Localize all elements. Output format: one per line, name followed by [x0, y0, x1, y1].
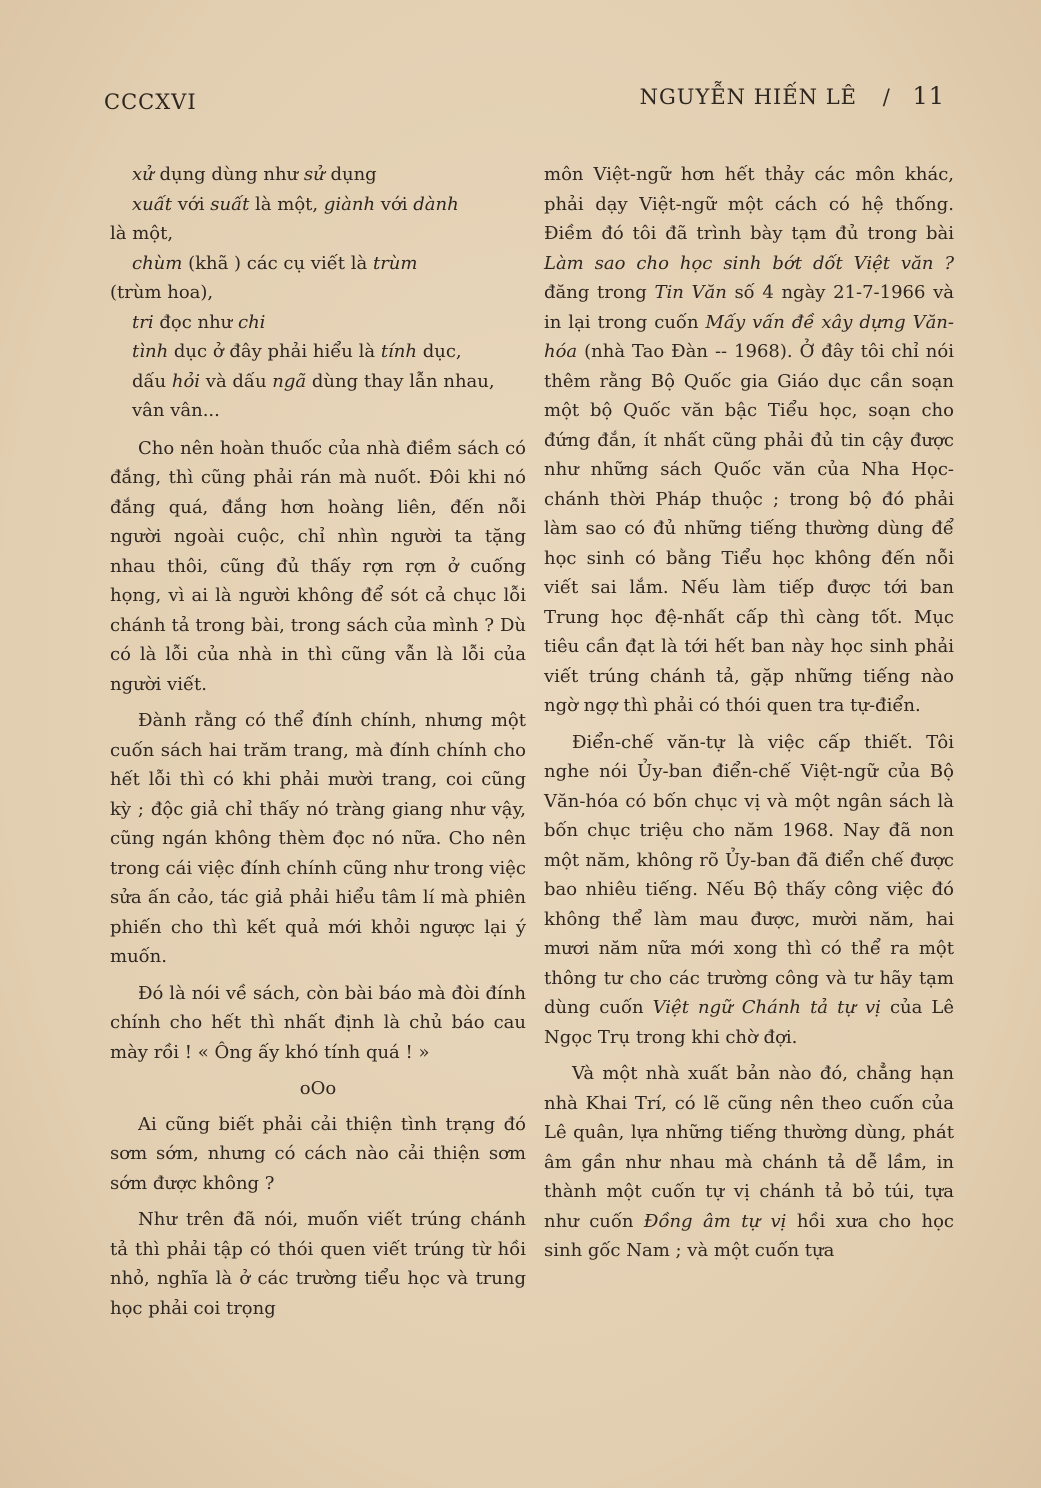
paragraph: Đành rằng có thể đính chính, nhưng một cuốn sách hai trăm trang, mà đính chính cho hết lỗi thì có khi phải mười trang, coi cũng kỳ ; độc giả chỉ thấy nó tràng giang như vậy, cũng ngán không thèm đọc nó nữa. Cho nên trong cái việc đính chính cũng như trong việc sửa ấn cảo, tác giả phải hiểu tâm lí mà phiên phiến cho thì kết quả mới khỏi ngược lại ý muốn. [110, 710, 526, 967]
list-line: tri đọc như chi [132, 311, 266, 333]
header-slash: / [882, 85, 891, 109]
paragraph: Cho nên hoàn thuốc của nhà điềm sách có đắng, thì cũng phải rán mà nuốt. Đôi khi nó đắng quá, đắng hơn hoàng liên, đến nỗi người ngoài cuộc, chỉ nhìn người ta tặng nhau thôi, cũng đủ thấy rợn rợn ở cuống họng, vì ai là người không để sót cả chục lỗi chánh tả trong bài, trong sách của mình ? Dù có là lỗi của nhà in thì cũng vẫn là lỗi của người viết. [110, 437, 526, 695]
section-separator: oOo [299, 1078, 337, 1099]
list-line: xử dụng dùng như sử dụng [132, 164, 377, 185]
running-head [640, 82, 945, 110]
paragraph: Đó là nói về sách, còn bài báo mà đòi đính chính cho hết thì nhất định là chủ báo cau mày rồi ! « Ông ấy khó tính quá ! » [110, 982, 526, 1063]
paragraph: môn Việt-ngữ hơn hết thảy các môn khác, phải dạy Việt-ngữ một cách có hệ thống. Điềm đó tôi đã trình bày tạm đủ trong bài Làm sao cho học sinh bớt dốt Việt văn ? đăng trong Tin Văn số 4 ngày 21-7-1966 và in lại trong cuốn Mấy vấn đề xây dựng Văn-hóa (nhà Tao Đàn -- 1968). Ở đây tôi chỉ nói thêm rằng Bộ Quốc gia Giáo dục cần soạn một bộ Quốc văn bậc Tiểu học, soạn cho đứng đắn, ít nhất cũng phải đủ tin cậy được như những sách Quốc văn của Nha Học-chánh thời Pháp thuộc ; trong bộ đó phải làm sao có đủ những tiếng thường dùng để học sinh có bằng Tiểu học không đến nỗi viết sai lắm. Nếu làm tiếp được tới ban Trung học đệ-nhất cấp thì càng tốt. Mục tiêu cần đạt là tới hết ban này học sinh phải viết trúng chánh tả, gặp những tiếng nào ngờ ngợ thì phải có thói quen tra tự-điển. [544, 164, 954, 716]
paragraph: Ai cũng biết phải cải thiện tình trạng đó sơm sớm, nhưng có cách nào cải thiện sơm sớm được không ? [110, 1113, 526, 1194]
list-line: (trùm hoa), [110, 282, 214, 303]
page-number: 11 [912, 82, 945, 110]
list-line: chùm (khã ) các cụ viết là trùm [132, 252, 418, 274]
right-column [544, 160, 954, 1273]
page-header [104, 82, 945, 122]
section-number: CCCXVI [104, 90, 197, 114]
author-name: NGUYỄN HIẾN LÊ [639, 85, 857, 109]
paragraph: Điển-chế văn-tự là việc cấp thiết. Tôi nghe nói Ủy-ban điển-chế Việt-ngữ của Bộ Văn-hóa có bốn chục vị và một ngân sách là bốn chục triệu cho năm 1968. Nay đã non một năm, không rõ Ủy-ban đã điển chế được bao nhiêu tiếng. Nếu Bộ thấy công việc đó không thể làm mau được, mười năm, hai mươi năm nữa mới xong thì có thể ra một thông tư cho các trường công và tư hãy tạm dùng cuốn Việt ngữ Chánh tả tự vị của Lê Ngọc Trụ trong khi chờ đợi. [544, 731, 954, 1048]
list-line: vân vân... [132, 400, 220, 421]
list-line: là một, [110, 223, 174, 244]
left-column [110, 160, 526, 1330]
list-line: tình dục ở đây phải hiểu là tính dục, [132, 341, 462, 362]
paragraph: Và một nhà xuất bản nào đó, chẳng hạn nhà Khai Trí, có lẽ cũng nên theo cuốn của Lê quân, lựa những tiếng thường dùng, phát âm gần như nhau mà chánh tả dễ lầm, in thành một cuốn tự vị chánh tả bỏ túi, tựa như cuốn Đồng âm tự vị hồi xưa cho học sinh gốc Nam ; và một cuốn tựa [544, 1063, 954, 1261]
paragraph: Như trên đã nói, muốn viết trúng chánh tả thì phải tập có thói quen viết trúng từ hồi nhỏ, nghĩa là ở các trường tiểu học và trung học phải coi trọng [110, 1209, 526, 1319]
list-line: xuất với suất là một, giành với dành [132, 193, 459, 215]
list-line: dấu hỏi và dấu ngã dùng thay lẫn nhau, [132, 370, 495, 392]
